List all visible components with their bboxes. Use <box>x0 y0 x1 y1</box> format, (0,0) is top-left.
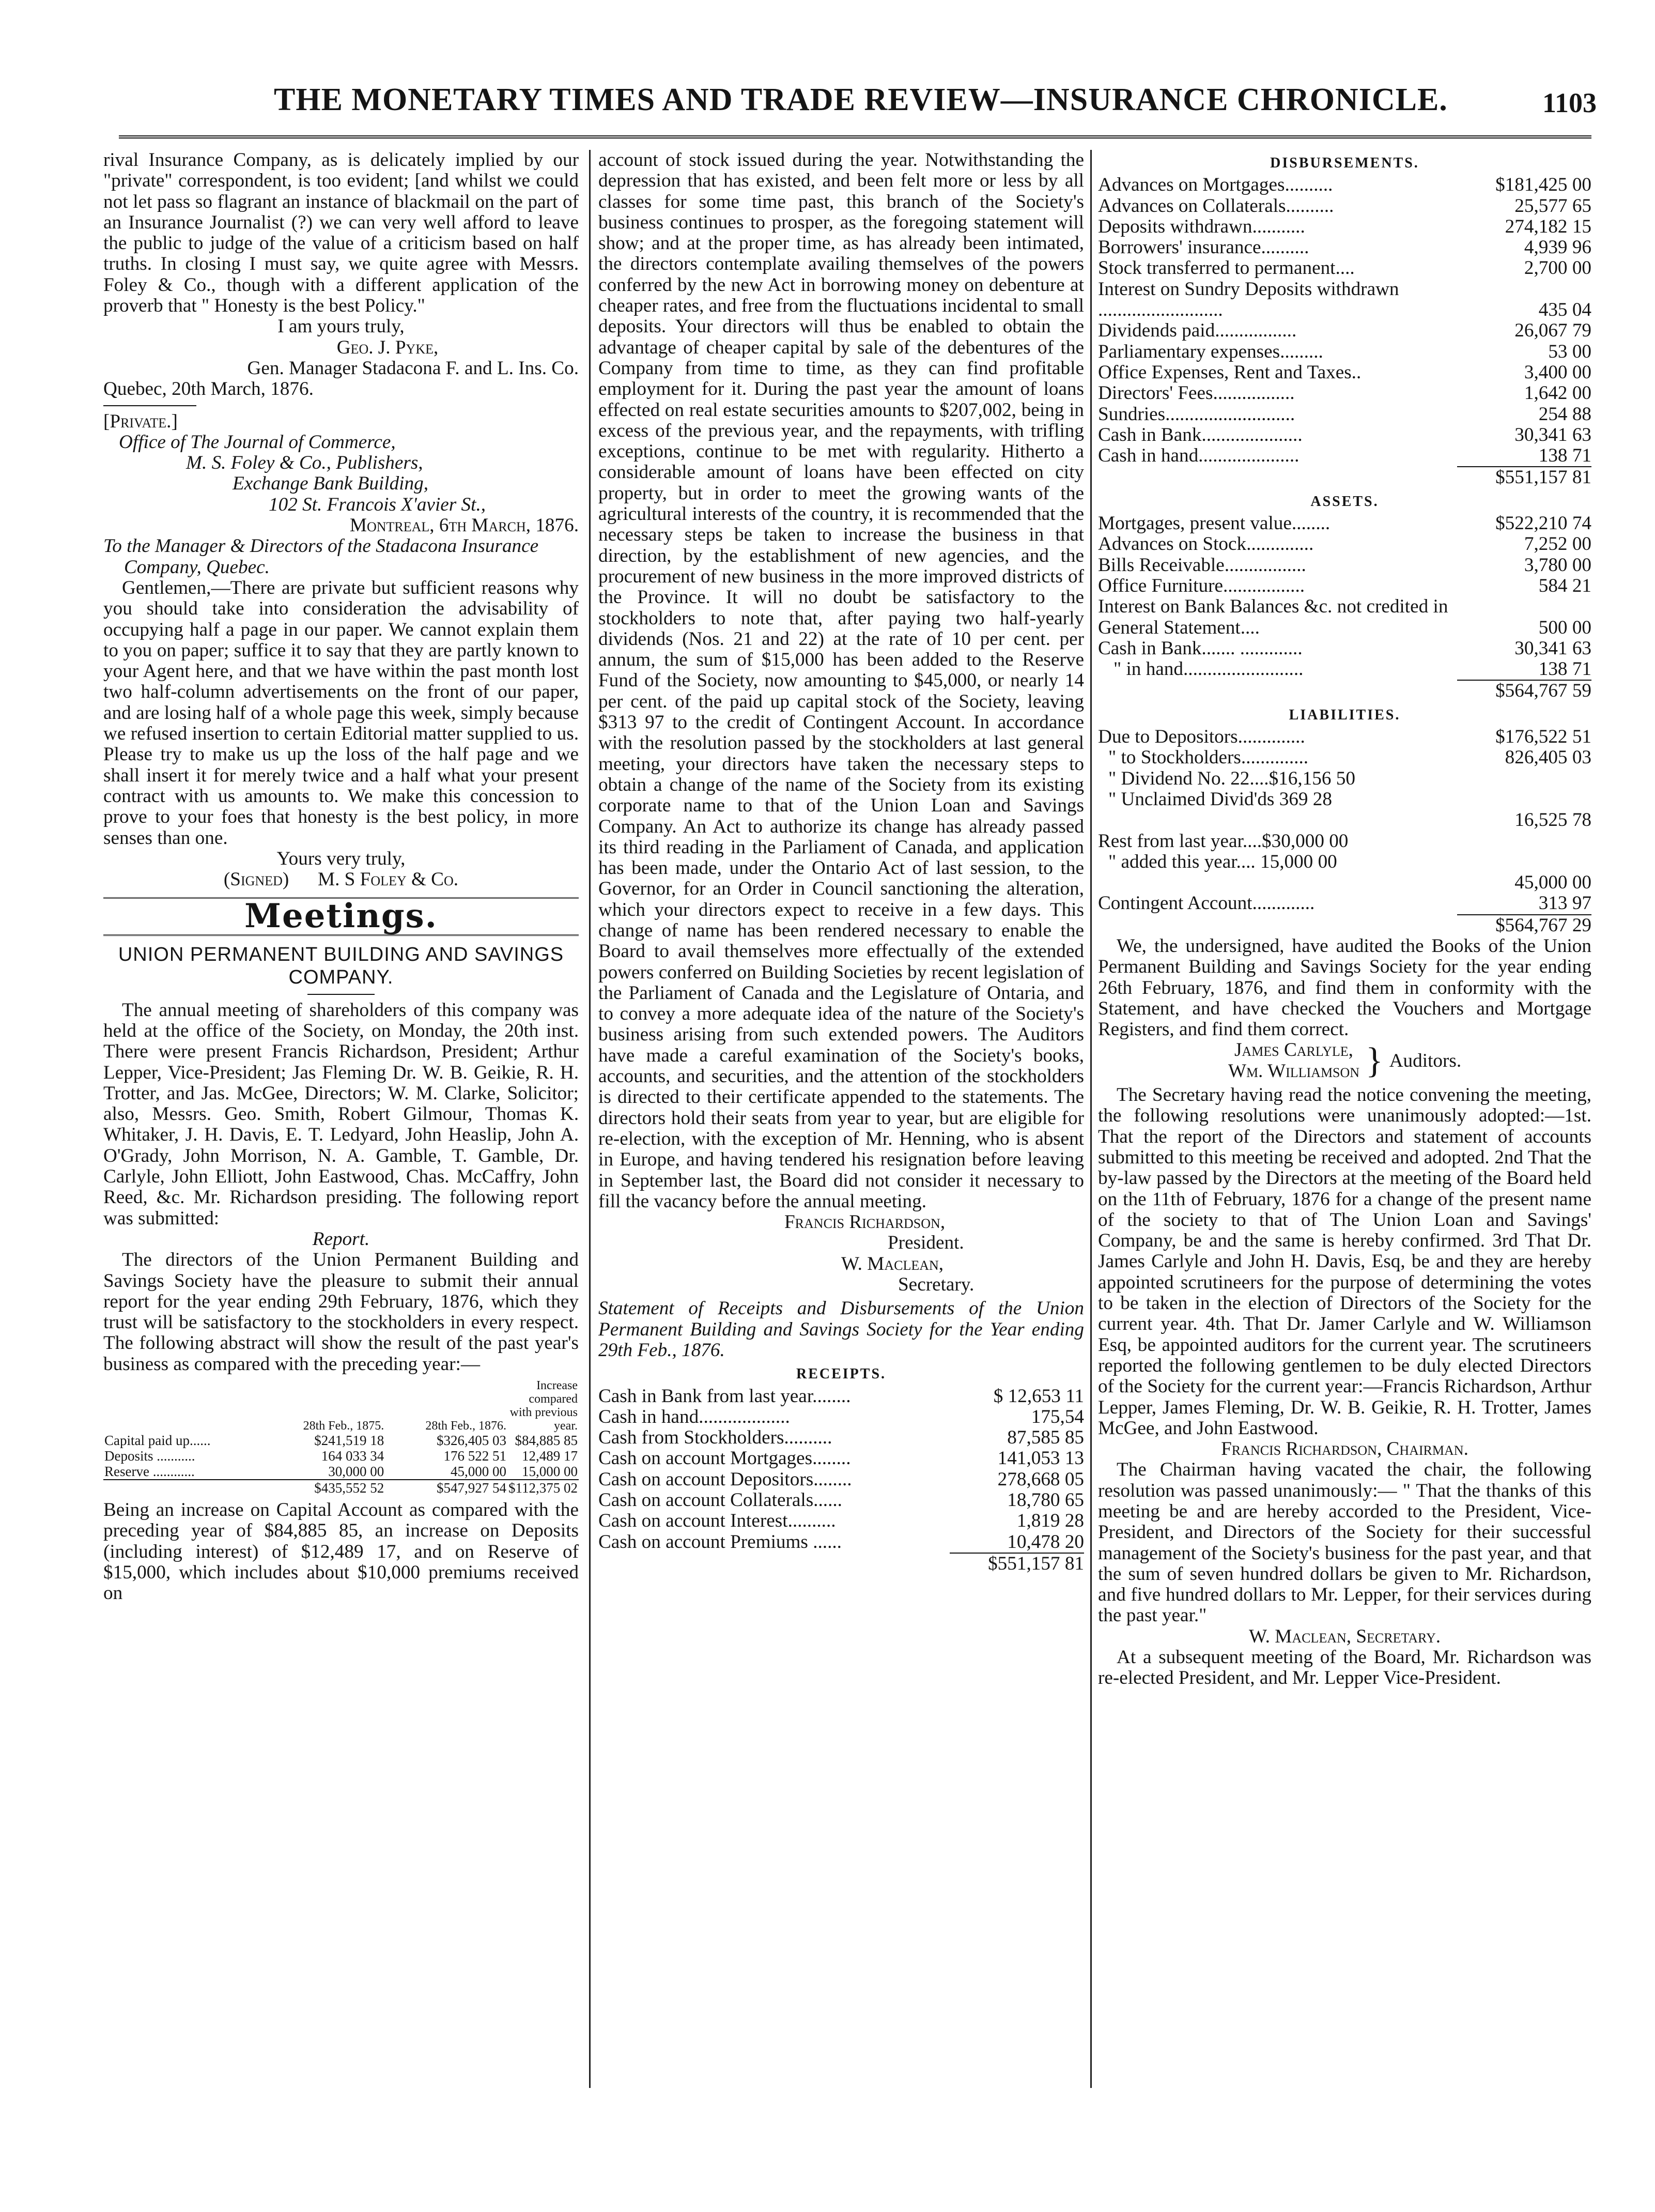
item-value <box>1457 789 1591 810</box>
item-value: 826,405 03 <box>1505 747 1591 769</box>
list-item <box>1098 747 1591 768</box>
item-value: 25,577 65 <box>1514 195 1591 217</box>
letter-closing: Yours very truly, <box>276 848 406 869</box>
address-line: 102 St. Francois X'avier St., <box>269 494 486 515</box>
item-label: " Unclaimed Divid'ds 369 28 <box>1108 789 1332 810</box>
list-item <box>1098 872 1591 893</box>
item-value: 254 88 <box>1538 403 1591 425</box>
item-value: 7,252 00 <box>1524 533 1591 555</box>
table-cell: 12,489 17 <box>522 1448 578 1464</box>
table-cell: Reserve ............ <box>104 1464 195 1480</box>
list-item <box>598 1490 1084 1511</box>
list-item <box>1098 810 1591 831</box>
chairman-signature: Francis Richardson, Chairman. <box>1221 1438 1468 1460</box>
private-letter-text: Gentlemen,—There are private but sufficient reasons why you should take into consideration the advisability of occupying half a page in our paper. We cannot explain them to you on paper; suffice it to say that they are partly known to your Agent here, and that we have within the past month lost two half-column advertisements on the front of our paper, and are losing half of a whole page this week, simply because we refused insertion to certain Editorial matter supplied to us. Please try to make us up the loss of the half page and we shall insert it for merely twice and a half what your present contract with us amounts to. We make this concession to prove to your foes that honesty is the best policy, in more senses than one. <box>103 577 579 849</box>
disbursements-total: $551,157 81 <box>1495 467 1591 488</box>
list-item <box>1098 425 1591 446</box>
list-item <box>1098 555 1591 576</box>
receipts-list <box>598 1386 1084 1553</box>
item-value: $181,425 00 <box>1495 174 1591 196</box>
item-label: Cash on account Interest.......... <box>598 1511 836 1532</box>
list-item <box>1098 831 1591 852</box>
item-value: 18,780 65 <box>1007 1489 1084 1511</box>
table-row <box>103 1448 579 1464</box>
item-value: 16,525 78 <box>1514 809 1591 831</box>
item-label: Cash on account Collaterals...... <box>598 1490 842 1511</box>
table-cell: $112,375 02 <box>508 1480 578 1496</box>
disbursements-heading: DISBURSEMENTS. <box>1270 155 1419 171</box>
item-label: Cash on account Mortgages........ <box>598 1448 851 1469</box>
list-item <box>598 1448 1084 1469</box>
assets-list <box>1098 513 1591 680</box>
list-item <box>1098 383 1591 404</box>
table-cell: Deposits ........... <box>104 1448 195 1464</box>
item-value: 45,000 00 <box>1514 872 1591 894</box>
column-two <box>598 150 1084 2114</box>
signature-name: W. Maclean, <box>841 1253 944 1274</box>
list-item <box>1098 362 1591 383</box>
liabilities-heading: LIABILITIES. <box>1289 706 1401 723</box>
item-label: Stock transferred to permanent.... <box>1098 258 1355 279</box>
item-label: Due to Depositors.............. <box>1098 727 1305 748</box>
item-value: 3,780 00 <box>1524 554 1591 576</box>
list-item <box>1098 727 1591 747</box>
item-value <box>1457 769 1591 789</box>
item-label: Rest from last year....$30,000 00 <box>1098 831 1349 852</box>
table-total-row <box>103 1480 579 1496</box>
thanks-resolution: The Chairman having vacated the chair, the following resolution was passed unanimously:— " That the thanks of this meeting be and are hereby accorded to the President, Vice-President, and Directors of the Society for their successful management of the Society's business for the past year, and that the sum of seven hundred dollars be given to Mr. Richardson, and five hundred dollars to Mr. Lepper, for their services during the past year." <box>1098 1459 1591 1626</box>
divider <box>307 994 375 995</box>
item-value: 26,067 79 <box>1514 320 1591 342</box>
table-cell: 30,000 00 <box>328 1464 384 1480</box>
column-three <box>1098 150 1591 2114</box>
receipts-heading: RECEIPTS. <box>796 1366 887 1382</box>
list-item <box>1098 258 1591 279</box>
item-label: Directors' Fees................. <box>1098 383 1295 404</box>
letter-signature: (Signed) M. S Foley & Co. <box>223 869 459 890</box>
table-cell <box>103 1480 263 1496</box>
section-title: Meetings. <box>244 897 438 936</box>
column-divider <box>589 150 591 2088</box>
item-value: 141,053 13 <box>997 1448 1084 1469</box>
letter-closing: I am yours truly, <box>277 316 405 337</box>
item-label: Cash on account Premiums ...... <box>598 1531 842 1553</box>
report-text: The directors of the Union Permanent Building and Savings Society have the pleasure to submit their annual report for the year ending 29th February, 1876, which they trust will be satisfactory to the stockholders in every respect. The following abstract will show the result of the past year's business as compared with the preceding year:— <box>103 1249 579 1375</box>
item-label: Cash from Stockholders.......... <box>598 1427 832 1449</box>
table-cell: $326,405 03 <box>437 1433 506 1449</box>
list-item <box>1098 237 1591 258</box>
page-number: 1103 <box>1542 87 1597 118</box>
table-cell: $241,519 18 <box>314 1433 384 1449</box>
item-label: Parliamentary expenses......... <box>1098 341 1323 362</box>
item-label: Contingent Account............. <box>1098 893 1315 914</box>
item-label: Cash in Bank from last year........ <box>598 1386 851 1407</box>
list-item <box>1098 789 1591 810</box>
table-cell: 164 033 34 <box>321 1448 384 1464</box>
assets-total: $564,767 59 <box>1495 680 1591 702</box>
item-label: Office Expenses, Rent and Taxes.. <box>1098 362 1362 383</box>
receipts-total: $551,157 81 <box>988 1553 1084 1574</box>
item-value: 278,668 05 <box>997 1468 1084 1490</box>
list-item <box>598 1532 1084 1553</box>
item-label: Office Furniture................. <box>1098 575 1305 596</box>
item-label: Advances on Collaterals.......... <box>1098 195 1334 217</box>
list-item <box>1098 175 1591 195</box>
item-value: 30,341 63 <box>1514 637 1591 659</box>
table-cell: $435,552 52 <box>314 1480 384 1496</box>
item-label: Bills Receivable................. <box>1098 555 1306 576</box>
list-item <box>1098 659 1591 680</box>
masthead-title: THE MONETARY TIMES AND TRADE REVIEW—INSURANCE CHRONICLE. <box>274 82 1448 117</box>
list-item <box>1098 217 1591 237</box>
address-line: Exchange Bank Building, <box>233 473 428 495</box>
item-value: 313 97 <box>1538 893 1591 914</box>
report-continued: account of stock issued during the year. Notwithstanding the depression that has existed, and been felt more or less by all classes for some time past, this branch of the Society's business continues to prosper, as the foregoing statement will show; and at the proper time, as has already been intimated, the directors contemplate availing themselves of the powers conferred by the new Act in borrowing money on debenture at cheaper rates, and free from the fluctuations incidental to small deposits. Your directors will thus be enabled to obtain the advantage of cheaper capital by sale of the debentures of the Company from time to time, as they can find profitable employment for it. During the past year the amount of loans effected on real estate securities amounts to $207,002, being in excess of the previous year, and the repayments, with trifling exceptions, continue to be met with regularity. Hitherto a considerable amount of loans have been effected on city property, but in order to meet the growing wants of the agricultural interests of the country, it is recommended that the necessary steps be taken to increase the business in that direction, by the establishment of new agencies, and the procurement of new business in the more improved districts of the Province. It will no doubt be satisfactory to the stockholders to note that, after paying two half-yearly dividends (Nos. 21 and 22) at the rate of 10 per cent. per annum, the sum of $15,000 has been added to the Reserve Fund of the Society, now amounting to $45,000, or nearly 14 per cent. of the paid up capital stock of the Society, leaving $313 97 to the credit of Contingent Account. In accordance with the resolution passed by the stockholders at last general meeting, your directors have taken the necessary steps to obtain a change of the name of the Society from its existing corporate name to that of the Union Loan and Savings Company. An Act to authorize its change has already passed its third reading in the Parliament of Canada, and application has been made, under the Ontario Act of last session, to the Governor, for an Order in Council sanctioning the alteration, which your directors expect to receive in a few days. This change of name has been rendered necessary to enable the Board to avail themselves more effectually of the extended powers conferred on Building Societies by recent legislation of the Parliament of Canada and the Legislature of Ontaria, and to convey a more adequate idea of the nature of the Society's business arising from such extended powers. The Auditors have made a careful examination of the Society's books, accounts, and securities, and the attention of the stockholders is directed to their certificate appended to the statements. The directors hold their seats from year to year, but are eligible for re-election, with the exception of Mr. Henning, who is absent in Europe, and having tendered his resignation before leaving in September last, the Board did not consider it necessary to fill the vacancy before the annual meeting. <box>598 150 1084 1212</box>
item-label: Cash in hand..................... <box>1098 446 1300 467</box>
table-header-row <box>103 1379 579 1433</box>
item-label: Borrowers' insurance.......... <box>1098 237 1309 258</box>
statement-title: Statement of Receipts and Disbursements of the Union Permanent Building and Savings Society for the Year ending 29th Feb., 1876. <box>598 1298 1084 1361</box>
address-line: M. S. Foley & Co., Publishers, <box>186 452 423 474</box>
private-tag: [Private.] <box>103 410 178 432</box>
item-label: Interest on Sundry Deposits withdrawn .......................... <box>1098 279 1399 321</box>
item-value: 30,341 63 <box>1514 424 1591 446</box>
item-label: Advances on Mortgages.......... <box>1098 175 1333 196</box>
page-header <box>119 78 1597 129</box>
resolutions-text: The Secretary having read the notice convening the meeting, the following resolutions were unanimously adopted:—1st. That the report of the Directors and statement of accounts submitted to this meeting be received and adopted. 2nd That the by-law passed by the Directors at the meeting of the Board held on the 11th of February, 1876 for a change of the present name of the society to that of The Union Loan and Savings' Company, be and the same is hereby confirmed. 3rd That Dr. James Carlyle and John H. Davis, Esq, be and they are hereby appointed scrutineers for the purpose of determining the votes to be taken in the election of Directors of the Society for the current year. 4th. That Dr. Jamer Carlyle and W. Williamson Esq, be appointed auditors for the current year. The scrutineers reported the following gentlemen to be duly elected Directors of the Society for the current year:—Francis Richardson, Arthur Lepper, James Fleming, Dr. W. B. Geikie, R. H. Trotter, James McGee, and John Eastwood. <box>1098 1084 1591 1439</box>
item-label: Cash in Bank..................... <box>1098 424 1303 446</box>
table-cell: Capital paid up...... <box>104 1433 211 1449</box>
item-value <box>1457 852 1591 872</box>
auditor-name: Wm. Williamson <box>1228 1060 1360 1082</box>
item-value: 4,939 96 <box>1524 237 1591 258</box>
closing-note: At a subsequent meeting of the Board, Mr. Richardson was re-elected President, and Mr. Lepper Vice-President. <box>1098 1647 1591 1689</box>
item-label: Deposits withdrawn........... <box>1098 216 1305 237</box>
item-value: $176,522 51 <box>1495 726 1591 748</box>
table-cell: 176 522 51 <box>443 1448 506 1464</box>
company-heading: UNION PERMANENT BUILDING AND SAVINGS COMPANY. <box>118 943 564 988</box>
item-value: 435 04 <box>1538 299 1591 321</box>
list-item <box>1098 404 1591 425</box>
list-item <box>1098 320 1591 341</box>
list-item <box>598 1511 1084 1531</box>
table-cell: 15,000 00 <box>522 1464 578 1480</box>
address-date: Montreal, 6th March, 1876. <box>349 515 579 536</box>
item-value: 3,400 00 <box>1524 361 1591 383</box>
letter-text: rival Insurance Company, as is delicately implied by our "private" correspondent, is too evident; [and whilst we could not let pass so flagrant an instance of blackmail on the part of an Insurance Journalist (?) we can very well afford to leave the public to judge of the value of a criticism based on half truths. In closing I must say, we quite agree with Messrs. Foley & Co., though with a different application of the proverb that " Honesty is the best Policy." <box>103 150 579 317</box>
liabilities-list <box>1098 727 1591 914</box>
item-label: " to Stockholders.............. <box>1108 747 1309 769</box>
auditors-signatures <box>1098 1040 1591 1082</box>
brace-glyph: } <box>1366 1040 1383 1081</box>
address-line: Office of The Journal of Commerce, <box>119 431 396 453</box>
list-item <box>598 1469 1084 1490</box>
item-value: 138 71 <box>1538 658 1591 680</box>
disbursements-list <box>1098 175 1591 466</box>
list-item <box>1098 576 1591 596</box>
item-label: Dividends paid................. <box>1098 320 1297 342</box>
item-value: $522,210 74 <box>1495 513 1591 534</box>
item-value <box>1457 831 1591 852</box>
item-value: 138 71 <box>1538 445 1591 467</box>
letter-recipient: To the Manager & Directors of the Stadacona Insurance Company, Quebec. <box>103 535 539 578</box>
assets-heading: ASSETS. <box>1310 493 1379 510</box>
auditors-label: Auditors. <box>1389 1050 1462 1071</box>
report-title: Report. <box>312 1228 370 1250</box>
item-label: Cash in hand................... <box>598 1406 790 1427</box>
letter-signer: Geo. J. Pyke, <box>336 336 439 358</box>
item-value: 1,642 00 <box>1524 382 1591 404</box>
item-value: 500 00 <box>1538 617 1591 638</box>
secretary-signature: W. Maclean, Secretary. <box>1248 1625 1441 1647</box>
table-header <box>103 1379 263 1433</box>
list-item <box>1098 446 1591 466</box>
header-rule <box>119 135 1591 139</box>
auditors-certificate: We, the undersigned, have audited the Books of the Union Permanent Building and Savings Society for the year ending 26th February, 1876, and find them in conformity with the Statement, and have checked the Vouchers and Mortgage Registers, and find them correct. <box>1098 935 1591 1040</box>
item-label: Advances on Stock.............. <box>1098 534 1314 555</box>
item-label: Interest on Bank Balances &c. not credited in General Statement.... <box>1098 596 1448 638</box>
item-label: " in hand......................... <box>1113 659 1304 680</box>
divider <box>103 405 196 406</box>
list-item <box>1098 893 1591 914</box>
item-label <box>1098 810 1457 831</box>
table-row <box>103 1464 579 1480</box>
item-label <box>1098 872 1457 893</box>
list-item <box>1098 852 1591 872</box>
item-label: Sundries........................... <box>1098 404 1295 425</box>
item-value: 53 00 <box>1548 341 1591 362</box>
signature-title: Secretary. <box>898 1274 975 1296</box>
list-item <box>1098 513 1591 534</box>
item-label: Cash in Bank....... ............. <box>1098 638 1303 659</box>
list-item <box>1098 596 1591 638</box>
column-one <box>103 150 579 2114</box>
signature-name: Francis Richardson, <box>784 1211 946 1233</box>
list-item <box>598 1386 1084 1407</box>
item-label: " added this year.... 15,000 00 <box>1108 851 1337 872</box>
item-value: 175,54 <box>1031 1406 1084 1427</box>
table-cell: $547,927 54 <box>437 1480 506 1496</box>
table-header: 28th Feb., 1875. <box>303 1419 384 1433</box>
table-header: 28th Feb., 1876. <box>425 1419 506 1433</box>
liabilities-total: $564,767 29 <box>1495 914 1591 936</box>
item-value: $ 12,653 11 <box>993 1385 1084 1407</box>
item-value: 2,700 00 <box>1524 257 1591 279</box>
item-label: Cash on account Depositors........ <box>598 1469 852 1490</box>
list-item <box>1098 534 1591 555</box>
item-label: Mortgages, present value........ <box>1098 513 1331 534</box>
list-item <box>1098 342 1591 362</box>
list-item <box>598 1427 1084 1448</box>
list-item <box>598 1407 1084 1427</box>
signer-title: Gen. Manager Stadacona F. and L. Ins. Co. <box>247 357 579 379</box>
table-cell: 45,000 00 <box>451 1464 506 1480</box>
item-value: 274,182 15 <box>1505 216 1591 237</box>
item-label: " Dividend No. 22....$16,156 50 <box>1108 768 1355 789</box>
signature-title: President. <box>888 1232 964 1254</box>
meeting-intro: The annual meeting of shareholders of this company was held at the office of the Society, on Monday, the 20th inst. There were present Francis Richardson, President; Arthur Lepper, Vice-President; Jas Fleming Dr. W. B. Geikie, R. H. Trotter, and Jas. McGee, Directors; W. M. Clarke, Solicitor; also, Messrs. Geo. Smith, Robert Gilmour, Thomas K. Whitaker, J. H. Davis, E. T. Ledyard, John Heaslip, John A. O'Grady, John Morrison, N. A. Gamble, T. Gamble, Dr. Carlyle, John Elliott, John Eastwood, Chas. McCaffry, John Reed, &c. Mr. Richardson presiding. The following report was submitted: <box>103 999 579 1229</box>
item-value: 1,819 28 <box>1016 1510 1084 1532</box>
signer-date: Quebec, 20th March, 1876. <box>103 378 314 400</box>
table-row <box>103 1433 579 1448</box>
item-value: 87,585 85 <box>1007 1427 1084 1449</box>
item-value: 10,478 20 <box>1007 1531 1084 1553</box>
report-continued: Being an increase on Capital Account as compared with the preceding year of $84,885 85, an increase on Deposits (including interest) of $12,489 17, and on Reserve of $15,000, which includes about $10,000 premiums received on <box>103 1499 579 1604</box>
table-header: Increase compared with previous year. <box>509 1379 578 1433</box>
list-item <box>1098 279 1591 321</box>
auditor-name: James Carlyle, <box>1234 1039 1353 1061</box>
comparison-table <box>103 1379 579 1496</box>
list-item <box>1098 638 1591 659</box>
list-item <box>1098 196 1591 217</box>
list-item <box>1098 769 1591 789</box>
table-cell: $84,885 85 <box>515 1433 578 1449</box>
column-divider <box>1090 150 1092 2088</box>
item-value: 584 21 <box>1538 575 1591 596</box>
